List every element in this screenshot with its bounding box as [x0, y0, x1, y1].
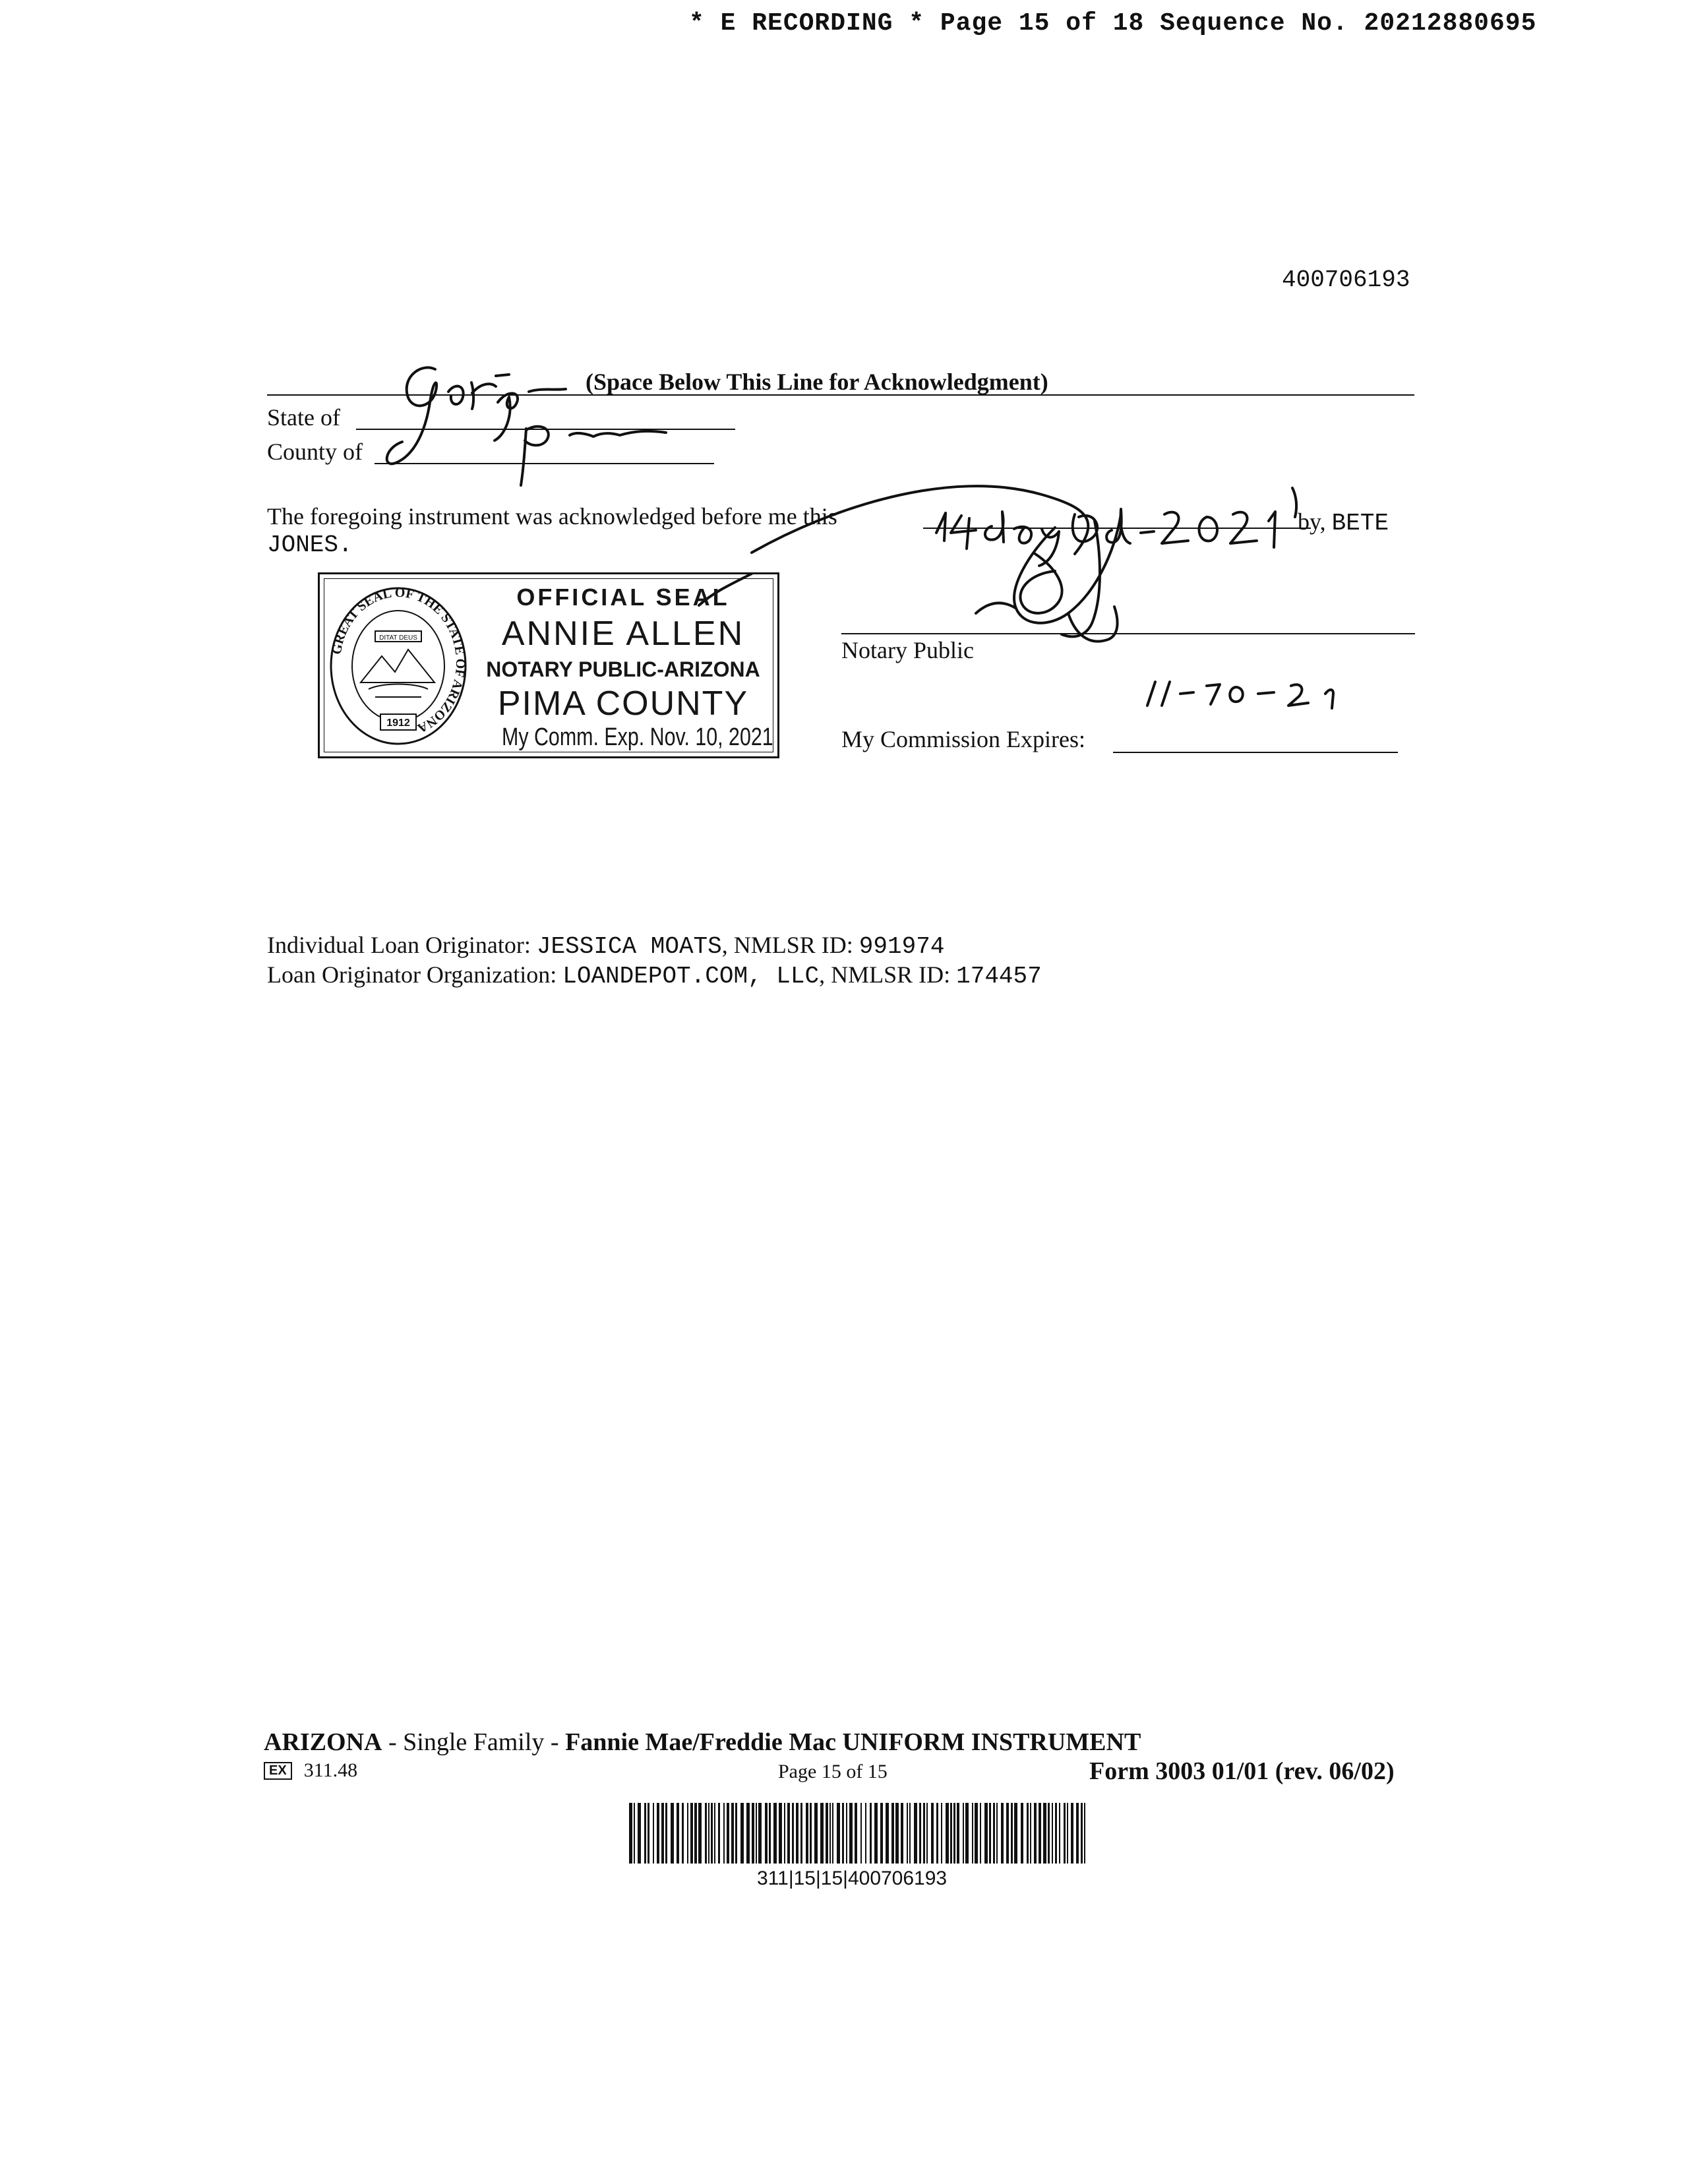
barcode-bar [941, 1803, 942, 1864]
commission-expires-label: My Commission Expires: [841, 726, 1086, 752]
barcode-bar [796, 1803, 799, 1864]
notary-seal-stamp [318, 572, 779, 758]
seal-county: PIMA COUNTY [497, 684, 749, 723]
barcode-bar [694, 1803, 697, 1864]
barcode-bar [711, 1803, 713, 1864]
barcode-bar [975, 1803, 978, 1864]
barcode-bar [907, 1803, 908, 1864]
barcode-bar [1076, 1803, 1079, 1864]
barcode-bar [936, 1803, 938, 1864]
barcode-bar [708, 1803, 709, 1864]
barcode-bar [735, 1803, 737, 1864]
barcode-bar [953, 1803, 955, 1864]
barcode-bar [849, 1803, 853, 1864]
footer-form-number: Form 3003 01/01 (rev. 06/02) [1089, 1757, 1395, 1785]
barcode-bar [665, 1803, 667, 1864]
barcode-bar [832, 1803, 833, 1864]
signer-first-name: BETE [1331, 510, 1389, 537]
barcode-bar [931, 1803, 934, 1864]
barcode-bar [874, 1803, 878, 1864]
barcode-bar [1071, 1803, 1073, 1864]
footer-code-number: 311.48 [303, 1759, 358, 1781]
barcode-bar [671, 1803, 674, 1864]
commission-expires-underline [1113, 752, 1398, 753]
barcode-bar [914, 1803, 917, 1864]
barcode-bar [891, 1803, 894, 1864]
barcode-bar [965, 1803, 969, 1864]
footer-badge: EX [264, 1762, 292, 1780]
handwritten-date [936, 488, 1296, 566]
barcode-bar [957, 1803, 959, 1864]
barcode-bar [1059, 1803, 1060, 1864]
notary-public-label: Notary Public [841, 637, 974, 663]
barcode-bar [731, 1803, 734, 1864]
barcode-bar [1030, 1803, 1031, 1864]
barcode-bar [1034, 1803, 1037, 1864]
acknowledgment-heading: (Space Below This Line for Acknowledgment) [586, 369, 1048, 395]
barcode-bar [682, 1803, 684, 1864]
originator-name: JESSICA MOATS [536, 933, 722, 960]
loan-originator-organization [267, 961, 1042, 990]
barcode-bar [1014, 1803, 1017, 1864]
barcode-bar [687, 1803, 688, 1864]
barcode-bar [727, 1803, 729, 1864]
seal-emblem-ring-text: GREAT SEAL OF THE STATE OF ARIZONA [329, 585, 467, 736]
barcode-bar [826, 1803, 828, 1864]
barcode-bar [993, 1803, 995, 1864]
seal-notary-role: NOTARY PUBLIC-ARIZONA [486, 657, 760, 681]
barcode-bar [638, 1803, 641, 1864]
by-label: by, [1298, 508, 1326, 535]
barcode-bar [895, 1803, 899, 1864]
barcode-bar [787, 1803, 790, 1864]
barcode-bar [1027, 1803, 1029, 1864]
handwritten-county-pima [521, 427, 666, 485]
seal-notary-name: ANNIE ALLEN [501, 615, 745, 653]
barcode-bar [860, 1803, 862, 1864]
barcode-bar [837, 1803, 840, 1864]
signer-last-name: JONES. [267, 531, 353, 559]
barcode-bar [792, 1803, 794, 1864]
barcode-bar [919, 1803, 921, 1864]
organization-label: Loan Originator Organization: [267, 961, 557, 988]
footer-form-code [264, 1759, 357, 1782]
barcode-bar [661, 1803, 664, 1864]
barcode [626, 1803, 1089, 1864]
barcode-bar [648, 1803, 649, 1864]
barcode-bar [714, 1803, 715, 1864]
barcode-bar [765, 1803, 768, 1864]
barcode-bar [746, 1803, 750, 1864]
barcode-bar [740, 1803, 744, 1864]
barcode-bar [1052, 1803, 1053, 1864]
barcode-bar [653, 1803, 654, 1864]
recording-header: * E RECORDING * Page 15 of 18 Sequence No. 20212880695 [689, 9, 1537, 38]
originator-nmlsr-label: , NMLSR ID: [721, 932, 853, 958]
barcode-bar [996, 1803, 998, 1864]
barcode-bar [946, 1803, 949, 1864]
barcode-bar [1081, 1803, 1083, 1864]
barcode-bar [814, 1803, 818, 1864]
barcode-bar [909, 1803, 911, 1864]
barcode-bar [677, 1803, 679, 1864]
barcode-bar [923, 1803, 925, 1864]
handwritten-commission-date [1147, 682, 1333, 708]
barcode-bar [718, 1803, 720, 1864]
barcode-bar [800, 1803, 802, 1864]
barcode-bar [1006, 1803, 1009, 1864]
organization-nmlsr-label: , NMLSR ID: [819, 961, 951, 988]
barcode-bar [690, 1803, 693, 1864]
barcode-bar [855, 1803, 857, 1864]
barcode-bar [1084, 1803, 1085, 1864]
footer-instrument: Fannie Mae/Freddie Mac UNIFORM INSTRUMENT [565, 1728, 1141, 1756]
barcode-bar [950, 1803, 952, 1864]
acknowledgment-text: The foregoing instrument was acknowledged before me this [267, 503, 837, 530]
barcode-bar [1043, 1803, 1046, 1864]
barcode-bar [870, 1803, 872, 1864]
barcode-bar [758, 1803, 762, 1864]
state-label: State of [267, 404, 340, 431]
originator-nmlsr-id: 991974 [859, 933, 945, 960]
individual-loan-originator [267, 931, 944, 960]
barcode-bar [657, 1803, 659, 1864]
barcode-bar [698, 1803, 702, 1864]
originator-label: Individual Loan Originator: [267, 932, 531, 958]
seal-emblem-motto: DITAT DEUS [379, 634, 417, 642]
barcode-bar [1048, 1803, 1050, 1864]
barcode-bar [846, 1803, 847, 1864]
barcode-bar [756, 1803, 757, 1864]
barcode-bar [1039, 1803, 1041, 1864]
loan-number: 400706193 [1282, 266, 1410, 293]
notary-signature-line [841, 633, 1415, 634]
barcode-bar [980, 1803, 981, 1864]
barcode-bar [810, 1803, 812, 1864]
seal-expiration: My Comm. Exp. Nov. 10, 2021 [502, 723, 773, 751]
barcode-bar [963, 1803, 964, 1864]
organization-name: LOANDEPOT.COM, LLC [562, 963, 820, 990]
barcode-bar [820, 1803, 824, 1864]
great-seal-arizona-emblem [329, 584, 467, 748]
barcode-bar [1011, 1803, 1013, 1864]
barcode-bar [644, 1803, 646, 1864]
barcode-bar [842, 1803, 844, 1864]
barcode-bar [984, 1803, 988, 1864]
footer-state: ARIZONA [264, 1728, 382, 1756]
barcode-bar [769, 1803, 771, 1864]
barcode-bar [634, 1803, 635, 1864]
organization-nmlsr-id: 174457 [956, 963, 1042, 990]
barcode-bar [1001, 1803, 1004, 1864]
barcode-bar [705, 1803, 707, 1864]
county-label: County of [267, 439, 363, 465]
barcode-bar [1055, 1803, 1057, 1864]
footer-middle: - Single Family - [382, 1728, 566, 1756]
footer-title [264, 1728, 1141, 1757]
barcode-bar [926, 1803, 928, 1864]
barcode-bar [773, 1803, 777, 1864]
barcode-bar [901, 1803, 903, 1864]
barcode-caption: 311|15|15|400706193 [757, 1867, 948, 1889]
barcode-bar [1064, 1803, 1066, 1864]
barcode-bar [886, 1803, 889, 1864]
handwritten-state-georgia [387, 367, 566, 464]
footer-page-number: Page 15 of 15 [778, 1761, 888, 1782]
barcode-bar [784, 1803, 785, 1864]
barcode-bar [880, 1803, 883, 1864]
barcode-bar [1067, 1803, 1068, 1864]
barcode-bar [829, 1803, 831, 1864]
barcode-bar [723, 1803, 725, 1864]
barcode-bar [629, 1803, 632, 1864]
barcode-bar [806, 1803, 808, 1864]
barcode-bar [779, 1803, 782, 1864]
barcode-bar [752, 1803, 754, 1864]
barcode-bar [972, 1803, 973, 1864]
barcode-bar [1021, 1803, 1023, 1864]
barcode-bar [989, 1803, 991, 1864]
seal-title: OFFICIAL SEAL [516, 584, 730, 611]
seal-emblem-year: 1912 [386, 717, 410, 729]
barcode-bar [865, 1803, 866, 1864]
